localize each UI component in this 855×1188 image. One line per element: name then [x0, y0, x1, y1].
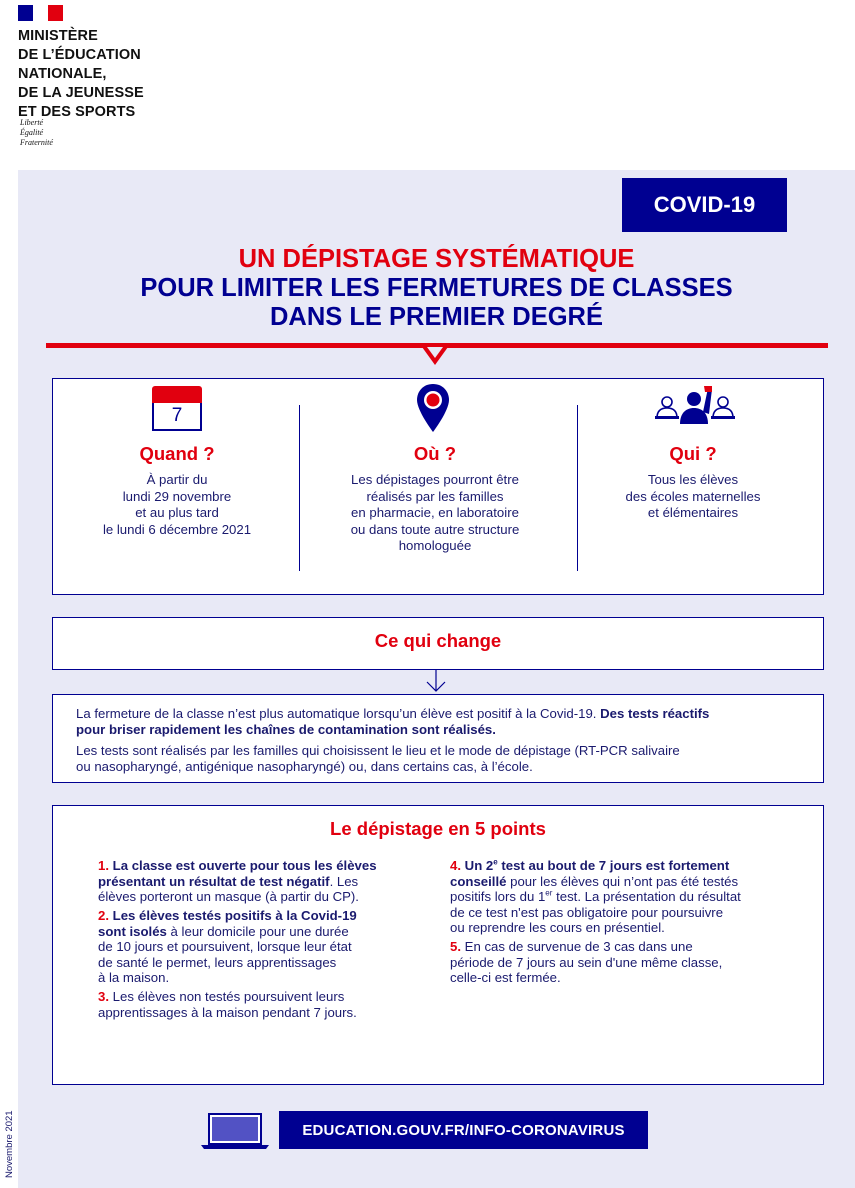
text-line: de santé le permet, leurs apprentissages [98, 954, 337, 970]
point-number: 1. [98, 858, 109, 873]
arrow-down-icon [424, 670, 448, 694]
calendar-icon [152, 386, 202, 404]
point-bold: Les élèves testés positifs à la Covid-19 [109, 908, 357, 923]
point-number: 3. [98, 989, 109, 1004]
republic-motto [20, 118, 53, 148]
covid-badge: COVID-19 [622, 178, 787, 232]
where-title: Où ? [413, 443, 457, 464]
point-text: pour les élèves qui n’ont pas été testés [506, 873, 739, 889]
text-line: période de 7 jours au sein d'une même classe, [450, 954, 723, 970]
ministry-line: MINISTÈRE [18, 28, 98, 44]
point-text: En cas de survenue de 3 cas dans une [461, 939, 693, 954]
text-line: homologuée [398, 538, 472, 553]
ministry-name [18, 27, 144, 122]
superscript: er [545, 888, 553, 898]
text-line: celle-ci est fermée. [450, 970, 561, 985]
ministry-line: DE LA JEUNESSE [18, 85, 144, 101]
point-3 [98, 989, 357, 1020]
page-title-line2: POUR LIMITER LES FERMETURES DE CLASSES [140, 274, 733, 302]
point-number: 5. [450, 939, 461, 954]
motto-line: Égalité [20, 128, 44, 137]
text-line: apprentissages à la maison pendant 7 jours. [98, 1004, 357, 1020]
text-line: des écoles maternelles [625, 488, 761, 504]
change-paragraph-2 [76, 743, 680, 774]
point-bold: sont isolés [98, 923, 167, 939]
point-5 [450, 939, 722, 986]
text-line: de ce test n'est pas obligatoire pour poursuivre [450, 904, 724, 920]
change-p1-bold: Des tests réactifs [600, 706, 710, 721]
calendar-day: 7 [152, 403, 202, 431]
point-4 [450, 858, 741, 936]
change-title: Ce qui change [374, 630, 502, 651]
text-line: de 10 jours et poursuivent, lorsque leur état [98, 939, 352, 954]
change-p1-text: La fermeture de la classe n’est plus automatique lorsqu’un élève est positif à la Covid-19. [76, 706, 601, 721]
column-separator [299, 405, 300, 571]
text-line: réalisés par les familles [366, 488, 504, 504]
point-bold: conseillé [450, 873, 507, 889]
ministry-line: ET DES SPORTS [18, 104, 136, 120]
text-line: ou dans toute autre structure [350, 521, 520, 537]
text-line: Les tests sont réalisés par les familles qui choisissent le lieu et le mode de dépistage (RT-PCR salivaire [76, 743, 680, 758]
point-number: 2. [98, 908, 109, 923]
text-line: et élémentaires [647, 505, 739, 520]
publication-date [4, 1100, 16, 1180]
laptop-icon [199, 1112, 271, 1150]
point-text: positifs lors du 1 [450, 889, 546, 904]
point-1 [98, 858, 377, 905]
point-2 [98, 908, 357, 986]
who-text [573, 472, 813, 522]
text-line: et au plus tard [135, 505, 219, 520]
text-line: élèves porteront un masque (à partir du CP). [98, 889, 359, 904]
text-line: lundi 29 novembre [122, 488, 232, 504]
who-title: Qui ? [669, 443, 717, 464]
date-text: Novembre 2021 [4, 1110, 15, 1178]
location-pin-icon [415, 382, 451, 434]
when-text [57, 472, 297, 538]
point-text: . Les [329, 873, 359, 889]
change-paragraph-1 [76, 706, 709, 737]
point-bold: présentant un résultat de test négatif [98, 873, 330, 889]
change-p1-bold: pour briser rapidement les chaînes de contamination sont réalisés. [76, 721, 496, 737]
point-bold: Un 2 [461, 858, 494, 873]
motto-line: Liberté [20, 118, 44, 127]
text-line: le lundi 6 décembre 2021 [102, 521, 252, 537]
text-line: ou reprendre les cours en présentiel. [450, 920, 665, 935]
info-url-link[interactable]: EDUCATION.GOUV.FR/INFO-CORONAVIRUS [279, 1111, 648, 1149]
students-icon [653, 382, 737, 424]
text-line: ou nasopharyngé, antigénique nasopharyngé) ou, dans certains cas, à l’école. [76, 758, 533, 774]
point-text: à leur domicile pour une durée [166, 923, 349, 939]
page-title-line3: DANS LE PREMIER DEGRÉ [270, 303, 603, 331]
motto-line: Fraternité [20, 138, 53, 147]
superscript: e [493, 857, 498, 867]
where-text [315, 472, 555, 555]
ministry-line: NATIONALE, [18, 66, 107, 82]
points-title: Le dépistage en 5 points [330, 818, 546, 839]
text-line: À partir du [146, 472, 208, 487]
text-line: à la maison. [98, 970, 170, 985]
text-line: en pharmacie, en laboratoire [351, 505, 519, 520]
republic-flag-logo [18, 5, 63, 21]
point-bold: La classe est ouverte pour tous les élèves [109, 858, 377, 873]
point-number: 4. [450, 858, 461, 873]
point-bold: test au bout de 7 jours est fortement [497, 858, 730, 873]
text-line: Les dépistages pourront être [351, 472, 519, 487]
ministry-line: DE L’ÉDUCATION [18, 47, 141, 63]
when-title: Quand ? [139, 443, 215, 464]
point-text: Les élèves non testés poursuivent leurs [109, 989, 345, 1004]
text-line: Tous les élèves [647, 472, 739, 487]
point-text: test. La présentation du résultat [552, 889, 741, 904]
divider-notch-inner [427, 347, 443, 358]
page-title-line1: UN DÉPISTAGE SYSTÉMATIQUE [238, 245, 635, 273]
